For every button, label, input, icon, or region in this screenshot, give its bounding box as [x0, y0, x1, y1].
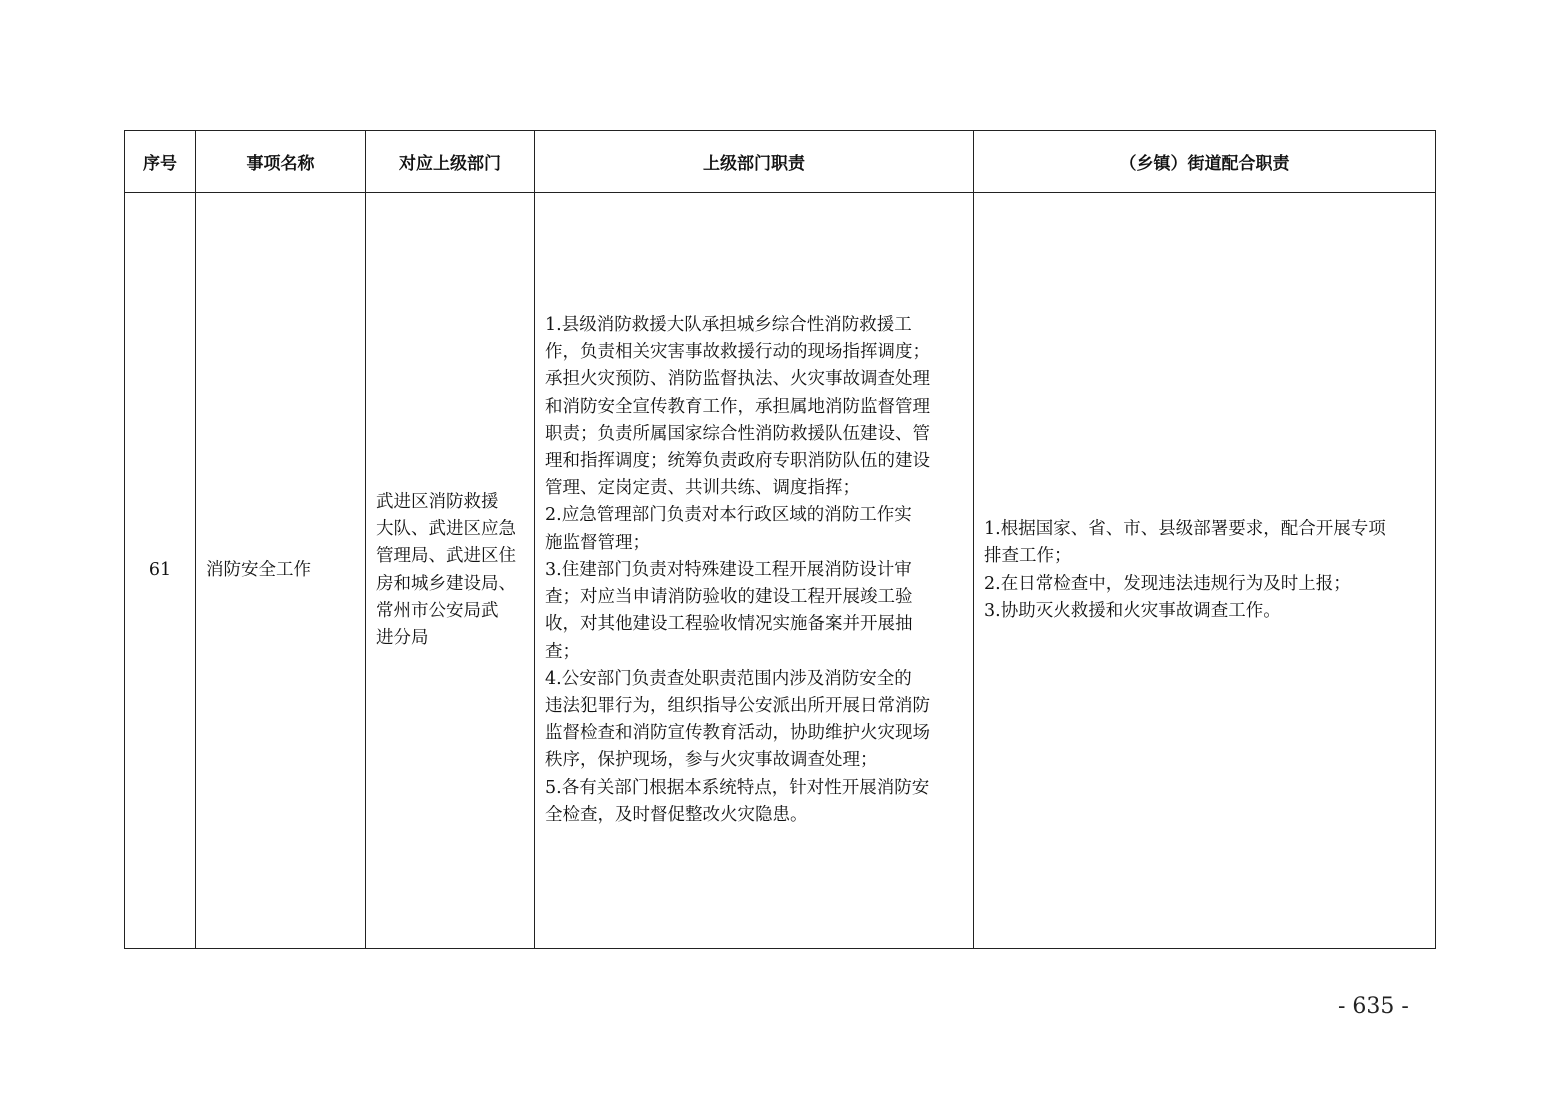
header-upper-duties: 上级部门职责	[535, 131, 974, 193]
cell-seq: 61	[125, 193, 196, 949]
header-upper-dept: 对应上级部门	[366, 131, 535, 193]
upper-duties-line: 2.应急管理部门负责对本行政区域的消防工作实	[545, 505, 912, 526]
upper-duties-line: 作，负责相关灾害事故救援行动的现场指挥调度；	[545, 342, 930, 363]
upper-duties-line: 和消防安全宣传教育工作，承担属地消防监督管理	[545, 396, 930, 417]
header-item-name: 事项名称	[196, 131, 366, 193]
upper-dept-line: 武进区消防救援	[376, 491, 499, 512]
upper-duties-line: 3.住建部门负责对特殊建设工程开展消防设计审	[545, 559, 912, 580]
upper-dept-line: 房和城乡建设局、	[376, 573, 516, 594]
upper-duties-line: 违法犯罪行为，组织指导公安派出所开展日常消防	[545, 695, 930, 716]
responsibility-table	[124, 130, 1436, 949]
cell-subdistrict-duties	[974, 193, 1436, 949]
cell-upper-dept	[366, 193, 535, 949]
table-header-row	[125, 131, 1436, 193]
upper-duties-line: 承担火灾预防、消防监督执法、火灾事故调查处理	[545, 369, 930, 390]
cell-item-name: 消防安全工作	[196, 193, 366, 949]
subdistrict-duties-line: 3.协助灭火救援和火灾事故调查工作。	[984, 600, 1281, 621]
upper-duties-line: 职责；负责所属国家综合性消防救援队伍建设、管	[545, 423, 930, 444]
upper-duties-line: 5.各有关部门根据本系统特点，针对性开展消防安	[545, 777, 930, 798]
subdistrict-duties-line: 2.在日常检查中，发现违法违规行为及时上报；	[984, 573, 1351, 594]
header-seq: 序号	[125, 131, 196, 193]
subdistrict-duties-line: 排查工作；	[984, 546, 1072, 567]
upper-duties-line: 全检查，及时督促整改火灾隐患。	[545, 804, 808, 825]
upper-dept-line: 常州市公安局武	[376, 600, 499, 621]
upper-duties-line: 理和指挥调度；统筹负责政府专职消防队伍的建设	[545, 451, 930, 472]
upper-duties-line: 查；对应当申请消防验收的建设工程开展竣工验	[545, 587, 913, 608]
upper-duties-line: 1.县级消防救援大队承担城乡综合性消防救援工	[545, 315, 912, 336]
upper-duties-line: 秩序，保护现场，参与火灾事故调查处理；	[545, 750, 878, 771]
upper-duties-line: 查；	[545, 641, 580, 662]
upper-duties-line: 施监督管理；	[545, 532, 650, 553]
page-number: - 635 -	[1338, 994, 1409, 1019]
upper-duties-line: 监督检查和消防宣传教育活动，协助维护火灾现场	[545, 723, 930, 744]
header-subdistrict-duties: （乡镇）街道配合职责	[974, 131, 1436, 193]
subdistrict-duties-line: 1.根据国家、省、市、县级部署要求，配合开展专项	[984, 519, 1386, 540]
cell-upper-duties	[535, 193, 974, 949]
table-row	[125, 193, 1436, 949]
upper-duties-line: 管理、定岗定责、共训共练、调度指挥；	[545, 478, 860, 499]
upper-dept-line: 大队、武进区应急	[376, 519, 516, 540]
upper-dept-line: 进分局	[376, 627, 429, 648]
upper-dept-line: 管理局、武进区住	[376, 546, 516, 567]
upper-duties-line: 4.公安部门负责查处职责范围内涉及消防安全的	[545, 668, 912, 689]
upper-duties-line: 收，对其他建设工程验收情况实施备案并开展抽	[545, 614, 913, 635]
